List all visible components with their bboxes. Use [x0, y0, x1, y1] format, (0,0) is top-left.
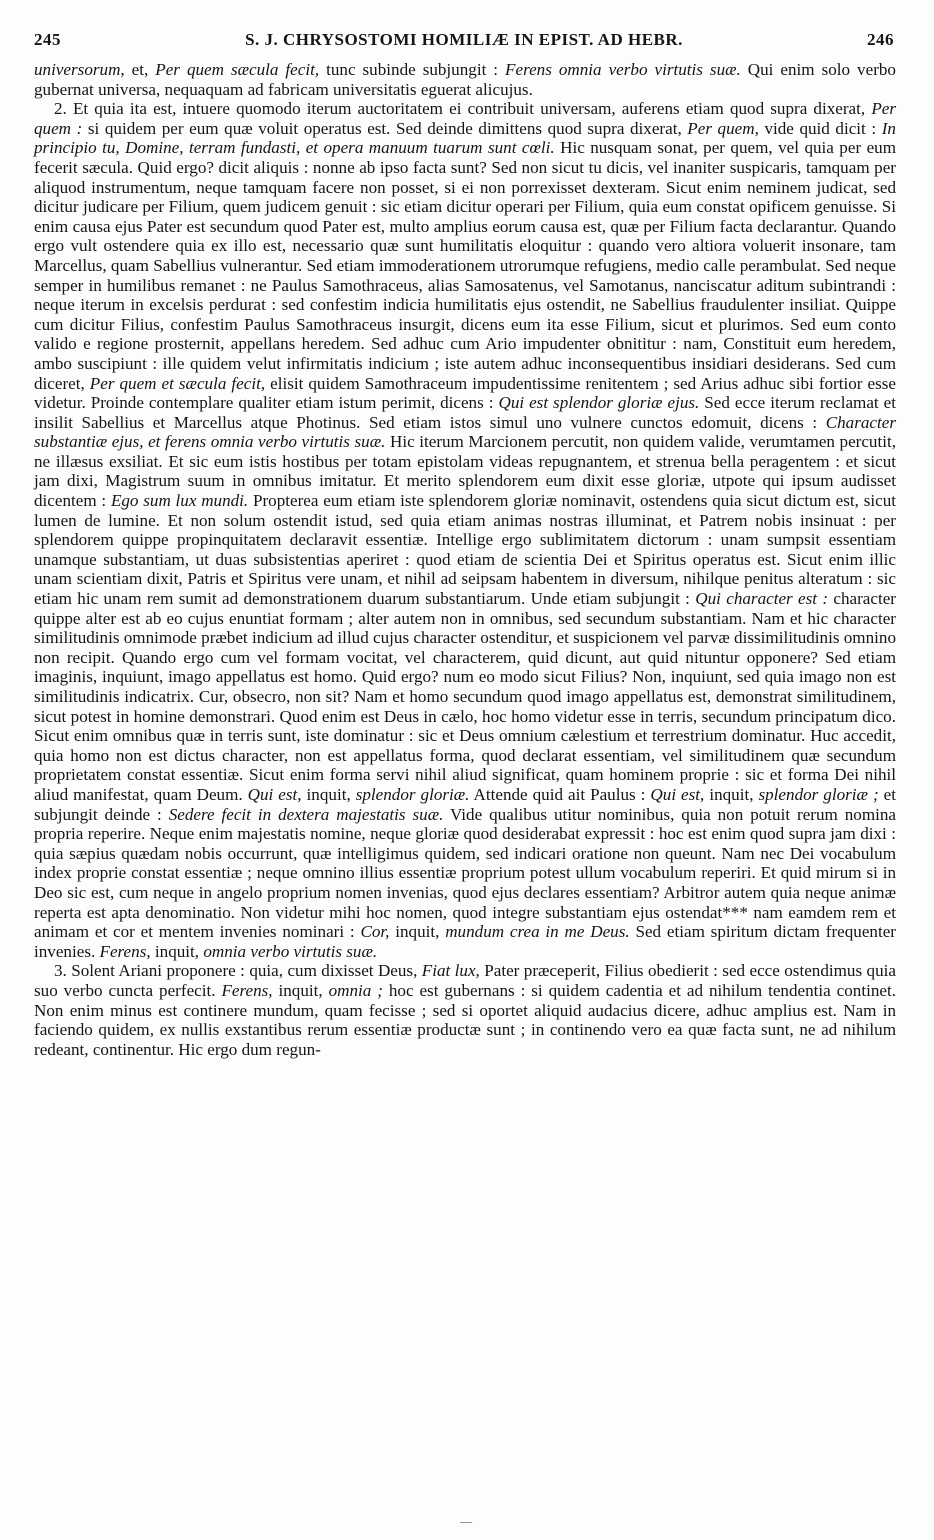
italic-run: Ego sum lux mundi. [110, 491, 249, 511]
italic-run: Character substantiæ ejus, et ferens omnia verbo virtutis suæ. [34, 412, 896, 452]
italic-run: In principio tu, Domine, terram fundasti, et opera manuum tuarum sunt cœli. [34, 118, 896, 158]
page-number-left: 245 [34, 30, 61, 49]
text-run: inquit, [301, 784, 356, 804]
text-run: 2. Et quia ita est, intuere quomodo iterum auctoritatem ei contribuit universam, auferens etiam quod supra dixerat, [54, 99, 872, 119]
italic-run: Per quem : [34, 99, 896, 138]
italic-run: Per quem, [687, 118, 759, 138]
italic-run: Per quem sæcula fecit, [155, 60, 320, 79]
text-run: inquit, [272, 980, 329, 1000]
text-run: 3. Solent Ariani proponere : quia, cum dixisset Deus, [54, 961, 422, 981]
text-run: Sed etiam spiritum dictam frequenter invenies. [34, 922, 896, 961]
italic-run: Qui est, [247, 784, 302, 804]
text-run: Sed ecce iterum reclamat et insilit Sabellius et Marcellus atque Photinus. Sed etiam istos simul uno vulnere cunctos edomuit, dicens : [34, 393, 896, 432]
paragraph [34, 99, 896, 961]
text-run: si quidem per eum quæ voluit operatus est. Sed deinde dimittens quod supra dixerat, [82, 118, 688, 138]
text-run: Attende quid ait Paulus : [469, 784, 651, 804]
text-run: hoc est gubernans : si quidem cadentia et ad nihilum tendentia continet. Non enim minus est continere mundum, quam fecisse ; sed si oportet aliquid audacius dicere, adhuc amplius est. Nam in faciendo quidem, ex nullis exstantibus rerum essentiæ productæ sunt ; in continendo vero ea quæ facta sunt, ne ad nihilum redeant, continentur. Hic ergo dum regun- [34, 980, 896, 1059]
text-run: Qui enim solo verbo gubernat universa, nequaquam ad fabricam universitatis eguerat alicujus. [34, 60, 896, 99]
text-run: character quippe alter est ab eo cujus enuntiat formam ; alter autem non in omnibus, sed secundum substantiam. Nam et hic character similitudinis omnimode præbet indicium ad illud cujus character ostenditur, et suspicionem vel parvæ dissimilitudinis omnino non recipit. Quando ergo cum vel formam vocitat, vel characterem, quid dicunt, aut quid nituntur opponere? Sed etiam imaginis, inquiunt, imago appellatus est homo. Quid ergo? num eo modo sicut Filius? Non, inquiunt, sed quia imago non est similitudinis indicatrix. Cur, obsecro, non sit? Nam et homo secundum quod imago appellatus est, demonstrat similitudinem, sicut potest in homine demonstrari. Quod enim est Deus in cælo, hoc homo videtur esse in terris, secundum principatum dico. Sicut enim omnibus quæ in terris sunt, iste dominatur : sic et Deus omnium cælestium et terrestrium dominatur. Huc accedit, quia homo non est dictus character, non est appellatus forma, quod declarat essentiam, vel similitudinem quæ secundum proprietatem constat essentiæ. Sicut enim forma servi nihil aliud significat, quam hominem proprie : sic et forma Dei nihil aliud manifestat, quam Deum. [34, 589, 896, 804]
italic-run: Qui est splendor gloriæ ejus. [498, 393, 700, 413]
text-run: vide quid dicit : [758, 118, 882, 138]
italic-run: Per quem et sæcula fecit, [89, 373, 266, 393]
paragraph [34, 60, 896, 99]
running-title: S. J. CHRYSOSTOMI HOMILIÆ IN EPIST. AD HEBR. [245, 30, 683, 49]
text-run: , et, [120, 60, 156, 79]
text-run: inquit, [150, 941, 204, 961]
text-run: inquit, [704, 784, 759, 804]
italic-run: Fiat lux, [421, 961, 480, 981]
italic-run: omnia ; [328, 980, 383, 1000]
running-header [34, 30, 894, 56]
italic-run: Cor, [360, 922, 390, 942]
italic-run: Qui est, [650, 784, 705, 804]
italic-run: omnia verbo virtutis suæ. [203, 941, 378, 961]
text-run: Hic iterum Marcionem percutit, non quidem valide, verumtamen percutit, ne illæsus exsiliat. Et sic eum istis hostibus per totam epistolam videas repugnantem, et strenua bella peragentem : et sicut jam dixi, Magistrum suum in omnibus imitatur. Et merito splendorem eum dixit esse gloriæ, utpote qui ipsum audisset dicentem : [34, 432, 897, 511]
italic-run: Ferens, [221, 980, 273, 1000]
italic-run: universorum [34, 60, 121, 79]
text-run: Propterea eum etiam iste splendorem gloriæ nominavit, ostendens quia sicut dictum est, sicut lumen de lumine. Et non solum ostendit istud, sed quia etiam animas nostras illuminat, et Patrem nobis insinuat : per splendorem quippe propinquitatem declaravit essentiæ. Intellige ergo sublimitatem dictorum : unam sumpsit essentiam unamque substantiam, ut duas subsistentias aperiret : quod etiam de scientia Dei et Spiritus operatus est. Sicut enim illic unam scientiam dixit, Patris et Spiritus vere unam, et nihil ad seipsam habentem in diversum, nihilque penitus alteratum : sic etiam hic unam rem sumit ad demonstrationem duarum substantiarum. Unde etiam subjungit : [34, 491, 896, 609]
text-run: Pater præceperit, Filius obedierit : sed ecce ostendimus quia suo verbo cuncta perfecit. [34, 961, 896, 1000]
italic-run: Ferens, [99, 941, 151, 961]
italic-run: Sedere fecit in dextera majestatis suæ. [168, 804, 444, 824]
italic-run: Ferens omnia verbo virtutis suæ. [505, 60, 741, 79]
text-run: Vide qualibus utitur nominibus, quia non potuit rerum nomina propria reperire. Neque enim majestatis nomine, neque gloriæ quod desiderabat expressit : hoc est enim quod supra jam dixi : quia sæpius quædam nobis occurrunt, quæ intelligimus quidem, sed indicari oratione non queunt. Nam nec Dei vocabulum index proprie constat essentiæ ; neque omnino illius essentiæ proprium potest ullum vocabulum reperiri. Et quid mirum si in Deo sic est, cum neque in angelo proprium nomen invenias, quod ejus declares essentiam? Arbitror autem quia neque animæ reperta est apta denominatio. Non videtur mihi hoc nomen, quod integre substantiam ejus ostendat*** nam eamdem rem et animam et cor et mentem invenies nominari : [34, 804, 897, 942]
italic-run: Qui character est : [695, 589, 829, 609]
paragraph [34, 961, 896, 1059]
italic-run: splendor gloriæ. [355, 784, 470, 804]
signature-mark: — [460, 1514, 472, 1528]
page-number-right: 246 [867, 30, 894, 49]
text-run: elisit quidem Samothraceum impudentissime renitentem ; sed Arius adhuc sibi fortior esse videtur. Proinde contemplare qualiter etiam istum perimit, dicens : [34, 373, 896, 413]
text-body [34, 60, 896, 1059]
text-run: Hic nusquam sonat, per quem, vel quia per eum fecerit sæcula. Quid ergo? dicit aliquis : nonne ab ipso facta sunt? Sed non sicut tu dicis, vel inaniter suspicaris, tamquam per aliquod instrumentum, neque tamquam facere non posset, si ei non porrexisset dexteram. Sicut enim neminem judicat, sed dicitur judicare per Filium, quem judicem genuit : sic etiam dicitur operari per Filium, quia eum constat opificem genuisse. Si enim causa ejus Pater est secundum quod Pater est, multo amplius eorum causa est, quæ per Filium facta declarantur. Quando ergo vult ostendere quia ex illo est, necessario quæ sunt humilitatis eloquitur : quando vero altiora voluerit insonare, tam Marcellus, quam Sabellius vulnerantur. Sed etiam immoderationem utrorumque refugiens, medio calle perambulat. Sed neque semper in humilibus remanet : ne Paulus Samothraceus, alias Samosatenus, vel Samotanus, nanciscatur aditum subintrandi : neque iterum in excelsis perdurat : sed confestim indicia humilitatis ejus ostendit, ne Sabellius fraudulenter insiliat. Quippe cum dicitur Filius, confestim Paulus Samothraceus insurgit, dicens eum ita esse Filium, sicut et plurimos. Sed eum conto valido e regione prosternit, appellans heredem. Sed adhuc cum Ario impudenter obnititur : nam, Constituit eum heredem, ambo suscipiunt : ille quidem velut infirmitatis indicium ; iste autem adhuc inconsequentibus insidiari desiderans. Sed cum diceret, [34, 138, 897, 393]
italic-run: mundum crea in me Deus. [445, 922, 630, 942]
italic-run: splendor gloriæ ; [758, 784, 879, 804]
text-run: et subjungit deinde : [34, 784, 896, 824]
text-run: tunc subinde subjungit : [319, 60, 506, 79]
text-run: inquit, [389, 922, 446, 942]
